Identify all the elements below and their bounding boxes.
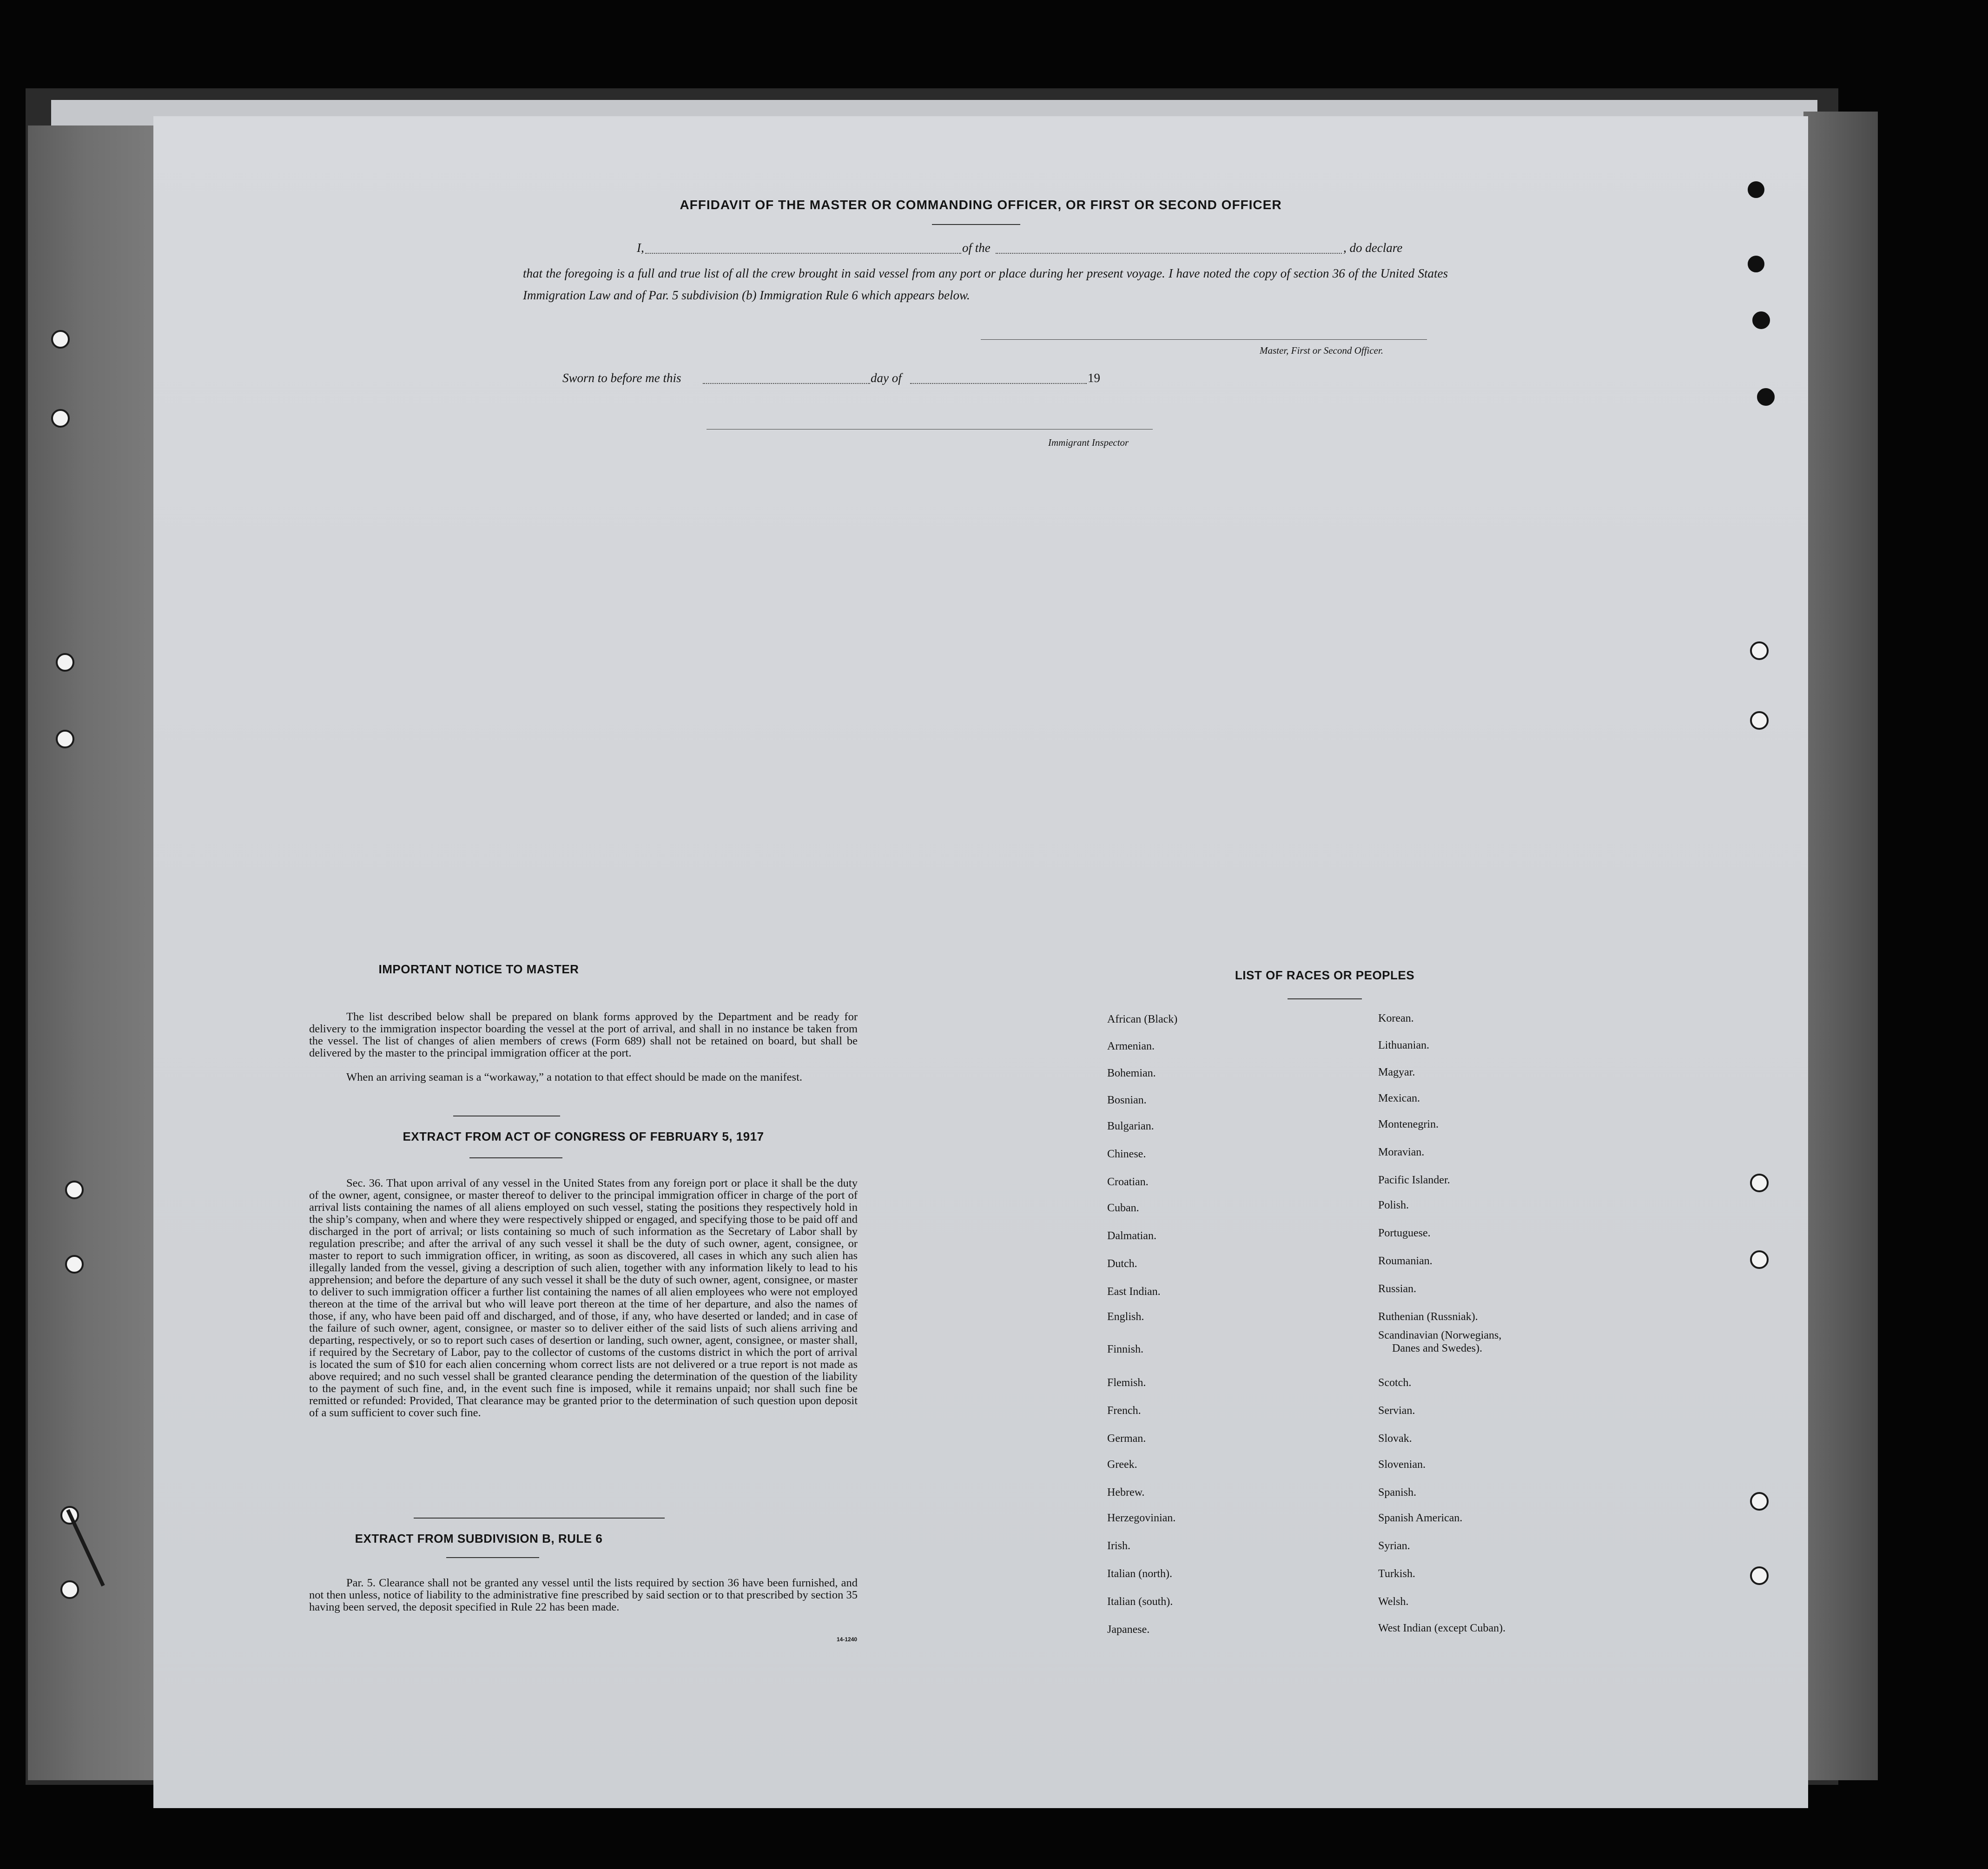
race-entry: Pacific Islander. [1378, 1174, 1450, 1186]
race-entry: Danes and Swedes). [1392, 1342, 1482, 1354]
race-entry: French. [1107, 1405, 1141, 1417]
punch-hole [1750, 1174, 1769, 1192]
race-entry: Moravian. [1378, 1146, 1425, 1158]
punch-hole [1752, 311, 1770, 329]
race-entry: Magyar. [1378, 1066, 1415, 1078]
race-entry: Dalmatian. [1107, 1230, 1156, 1242]
race-entry: Cuban. [1107, 1202, 1139, 1214]
binder-hole [65, 1181, 84, 1199]
master-signature-line[interactable] [981, 339, 1427, 340]
race-entry: East Indian. [1107, 1286, 1161, 1298]
punch-hole [1748, 256, 1764, 272]
divider [1288, 998, 1362, 999]
races-title: LIST OF RACES OR PEOPLES [1235, 968, 1415, 982]
race-entry: African (Black) [1107, 1013, 1178, 1025]
punch-hole [1757, 388, 1775, 406]
day-of-label: day of [871, 371, 902, 385]
binder-hole [51, 330, 70, 349]
binder-left-strip [28, 125, 153, 1780]
race-entry: Spanish. [1378, 1486, 1417, 1499]
day-line[interactable] [703, 383, 870, 384]
of-the-label: of the [962, 241, 991, 255]
race-entry: Lithuanian. [1378, 1039, 1429, 1051]
race-entry: West Indian (except Cuban). [1378, 1622, 1506, 1634]
punch-hole [1750, 1492, 1769, 1511]
race-entry: Croatian. [1107, 1176, 1149, 1188]
race-entry: Herzegovinian. [1107, 1512, 1176, 1524]
race-entry: Mexican. [1378, 1092, 1420, 1104]
affidavit-page [153, 116, 1808, 1808]
affidavit-body: that the foregoing is a full and true list of all the crew brought in said vessel from any port or place during her present voyage. I have noted the copy of section 36 of the United States Immigration Law and of Par. 5 subdivision (b) Immigration Rule 6 which appears below. [523, 266, 1448, 302]
race-entry: Polish. [1378, 1199, 1409, 1211]
race-entry: Slovenian. [1378, 1459, 1426, 1471]
punch-hole [1748, 181, 1764, 198]
race-entry: Portuguese. [1378, 1227, 1431, 1239]
race-entry: Scandinavian (Norwegians, [1378, 1329, 1502, 1341]
notice-paragraph-2: When an arriving seaman is a “workaway,” a notation to that effect should be made on the manifest. [346, 1071, 803, 1083]
inspector-label: Immigrant Inspector [1048, 437, 1129, 448]
race-entry: Bulgarian. [1107, 1120, 1154, 1132]
race-entry: Hebrew. [1107, 1486, 1145, 1499]
punch-hole [1750, 1566, 1769, 1585]
extract-rule-title: EXTRACT FROM SUBDIVISION B, RULE 6 [355, 1532, 603, 1545]
section-36-text: Sec. 36. That upon arrival of any vessel in the United States from any foreign port or place it shall be the duty of the owner, agent, consignee, or master thereof to deliver to the principal immigration officer in charge of the port of arrival lists containing the names of all aliens employed on such vessel, stating the positions they respectively hold in the ship’s company, when and where they were respectively shipped or engaged, and specifying those to be paid off and discharged in the port of arrival; or lists containing so much of such information as the Secretary of Labor shall by regulation prescribe; and after the arrival of any such vessel it shall be the duty of such owner, agent, consignee, or master to report to such immigration officer, in writing, as soon as discovered, all cases in which any such alien has illegally landed from the vessel, giving a description of such alien, together with any information likely to lead to his apprehension; and before the departure of any such vessel it shall be the duty of such owner, agent, consignee, or master to deliver to such immigration officer a further list containing the names of all alien employees who were not employed thereon at the time of the arrival but who will leave port thereon at the time of her departure, and also the names of those, if any, who have been paid off and discharged, and of those, if any, who have deserted or landed; and in case of the failure of such owner, agent, consignee, or master so to deliver either of the said lists of such aliens arriving and departing, respectively, or so to report such cases of desertion or landing, such owner, agent, consignee, or master shall, if required by the Secretary of Labor, pay to the collector of customs of the customs district in which the port of arrival is located the sum of $10 for each alien concerning whom correct lists are not delivered or a true report is not made as above required; and no such vessel shall be granted clearance pending the determination of the question of the liability to the payment of such fine, and, in the event such fine is imposed, while it remains unpaid; nor shall such fine be remitted or refunded: Provided, That clearance may be granted prior to the determination of such question upon deposit of a sum sufficient to cover such fine. [309, 1177, 858, 1419]
month-line[interactable] [910, 383, 1087, 384]
binder-hole [56, 730, 74, 748]
i-label: I, [637, 241, 644, 255]
divider [414, 1518, 665, 1519]
race-entry: Scotch. [1378, 1377, 1412, 1389]
race-entry: Armenian. [1107, 1040, 1155, 1052]
race-entry: Japanese. [1107, 1624, 1150, 1636]
race-entry: Italian (south). [1107, 1596, 1173, 1608]
divider [446, 1557, 539, 1558]
master-label: Master, First or Second Officer. [1260, 345, 1383, 356]
punch-hole [1750, 1250, 1769, 1269]
race-entry: Korean. [1378, 1012, 1414, 1024]
extract-act-title: EXTRACT FROM ACT OF CONGRESS OF FEBRUARY 5, 1917 [403, 1129, 764, 1143]
race-entry: Roumanian. [1378, 1255, 1433, 1267]
punch-hole [1750, 641, 1769, 660]
binder-hole [60, 1580, 79, 1599]
race-entry: Bosnian. [1107, 1094, 1147, 1106]
race-entry: Greek. [1107, 1459, 1137, 1471]
form-number: 14-1240 [837, 1636, 858, 1643]
race-entry: Bohemian. [1107, 1067, 1156, 1079]
race-entry: English. [1107, 1311, 1144, 1323]
race-entry: Turkish. [1378, 1568, 1415, 1580]
binder-right-strip [1803, 112, 1878, 1780]
race-entry: Slovak. [1378, 1433, 1412, 1445]
title-rule [932, 224, 1020, 225]
race-entry: Servian. [1378, 1405, 1415, 1417]
binder-hole [56, 653, 74, 672]
race-entry: Italian (north). [1107, 1568, 1172, 1580]
race-entry: Flemish. [1107, 1377, 1146, 1389]
divider [469, 1157, 562, 1158]
race-entry: Montenegrin. [1378, 1118, 1439, 1130]
year-prefix: 19 [1088, 371, 1100, 385]
race-entry: Ruthenian (Russniak). [1378, 1311, 1478, 1323]
sworn-label: Sworn to before me this [562, 371, 681, 385]
vessel-line[interactable] [996, 253, 1342, 254]
name-line[interactable] [645, 253, 961, 254]
race-entry: Spanish American. [1378, 1512, 1463, 1524]
race-entry: Chinese. [1107, 1148, 1146, 1160]
race-entry: Welsh. [1378, 1596, 1409, 1608]
notice-paragraph-1: The list described below shall be prepared on blank forms approved by the Department and be ready for delivery to the immigration inspector boarding the vessel at the port of arrival, and shall in no instance be taken from the vessel. The list of changes of alien members of crews (Form 689) shall not be retained on board, but shall be delivered by the master to the principal immigration officer at the port. [309, 1010, 858, 1059]
rule-6-text: Par. 5. Clearance shall not be granted any vessel until the lists required by section 36 have been furnished, and not then unless, notice of liability to the administrative fine prescribed by said section or to that prescribed by section 35 having been served, the deposit specified in Rule 22 has been made. [309, 1577, 858, 1613]
race-entry: Syrian. [1378, 1540, 1410, 1552]
notice-title: IMPORTANT NOTICE TO MASTER [378, 962, 579, 976]
binder-hole [51, 409, 70, 428]
punch-hole [1750, 711, 1769, 730]
race-entry: Russian. [1378, 1283, 1417, 1295]
do-declare-label: , do declare [1343, 241, 1403, 255]
race-entry: Irish. [1107, 1540, 1130, 1552]
affidavit-title: AFFIDAVIT OF THE MASTER OR COMMANDING OFFICER, OR FIRST OR SECOND OFFICER [680, 198, 1282, 212]
binder-hole [65, 1255, 84, 1274]
race-entry: Finnish. [1107, 1343, 1144, 1355]
race-entry: German. [1107, 1433, 1146, 1445]
race-entry: Dutch. [1107, 1258, 1137, 1270]
